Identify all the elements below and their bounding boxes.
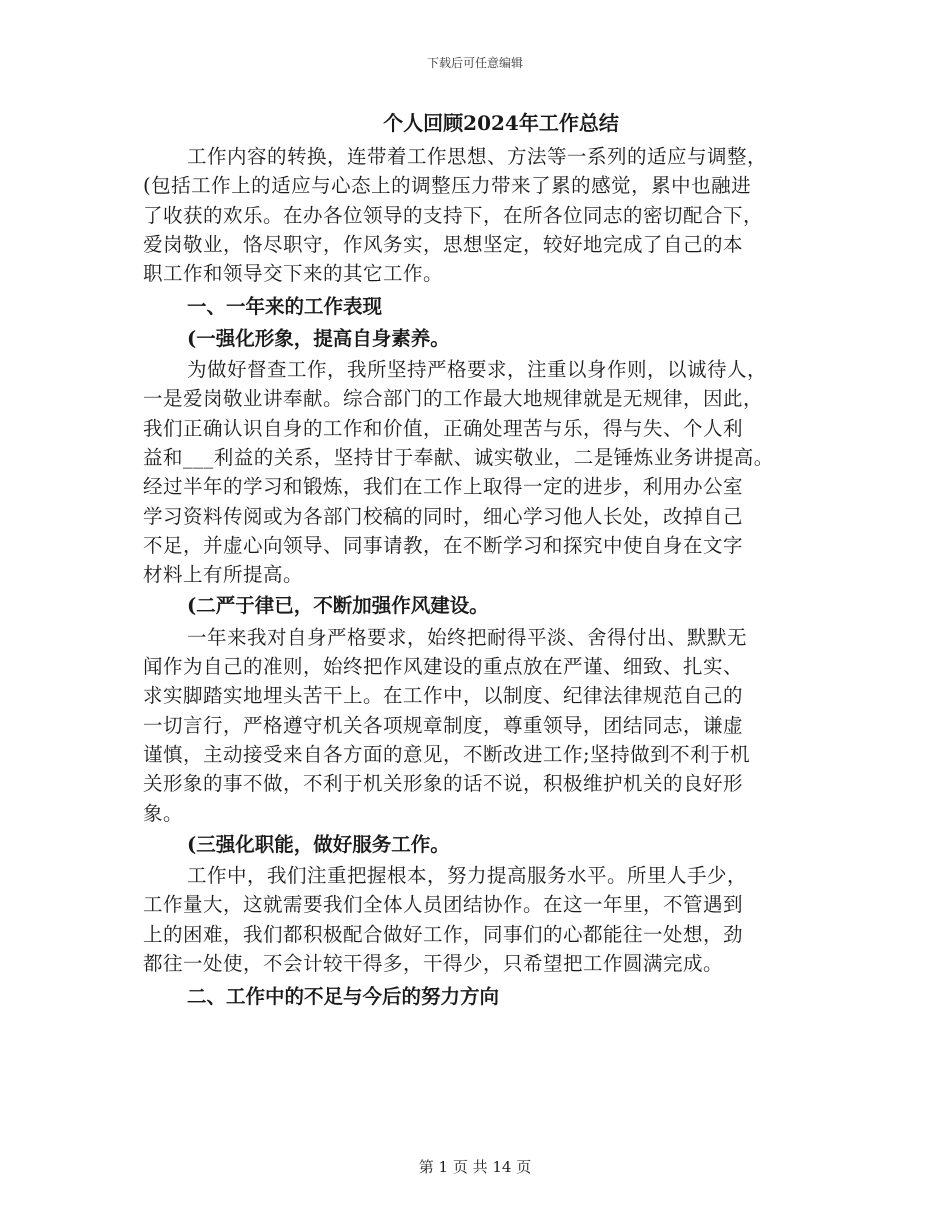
text-line: 谨慎，主动接受来自各方面的意见，不断改进工作;坚持做到不利于机	[143, 742, 751, 766]
text-line: 一年来我对自身严格要求，始终把耐得平淡、舍得付出、默默无	[187, 625, 748, 649]
text-line: 职工作和领导交下来的其它工作。	[143, 262, 444, 286]
subsection-heading-2: (二严于律已，不断加强作风建设。	[187, 594, 489, 618]
text-line: 不足，并虚心向领导、同事请教，在不断学习和探究中使自身在文字	[143, 533, 744, 557]
document-body	[143, 104, 823, 1014]
text-line: 工作中，我们注重把握根本，努力提高服务水平。所里人手少，	[187, 864, 748, 888]
subsection-paragraph-2	[143, 623, 823, 828]
document-title: 个人回顾2024年工作总结	[383, 111, 619, 135]
text-line: 象。	[143, 801, 184, 825]
subsection-paragraph-1	[143, 355, 823, 589]
text-line: 益和___利益的关系，坚持甘于奉献、诚实敬业，二是锤炼业务讲提高。	[143, 445, 774, 469]
page-footer: 第 1 页 共 14 页	[418, 1158, 532, 1176]
text-line: 材料上有所提高。	[143, 563, 304, 587]
text-line: 关形象的事不做，不利于机关形象的话不说，积极维护机关的良好形	[143, 772, 744, 796]
text-line: 一是爱岗敬业讲奉献。综合部门的工作最大地规律就是无规律，因此，	[143, 387, 764, 411]
section-heading-1: 一、一年来的工作表现	[187, 295, 383, 319]
text-line: 为做好督查工作，我所坚持严格要求，注重以身作则，以诚待人，	[187, 358, 768, 382]
text-line: (包括工作上的适应与心态上的调整压力带来了累的感觉，累中也融进	[143, 174, 752, 198]
text-line: 学习资料传阅或为各部门校稿的同时，细心学习他人长处，改掉自己	[143, 504, 744, 528]
subsection-heading-1: (一强化形象，提高自身素养。	[187, 326, 450, 350]
text-line: 上的困难，我们都积极配合做好工作，同事们的心都能往一处想，劲	[143, 922, 744, 946]
text-line: 一切言行，严格遵守机关各项规章制度，尊重领导，团结同志，谦虚	[143, 713, 744, 737]
text-line: 工作内容的转换，连带着工作思想、方法等一系列的适应与调整，	[187, 145, 768, 168]
text-line: 我们正确认识自身的工作和价值，正确处理苦与乐，得与失、个人利	[143, 416, 744, 440]
text-line: 爱岗敬业，恪尽职守，作风务实，思想坚定，较好地完成了自己的本	[143, 232, 744, 256]
subsection-heading-3: (三强化职能，做好服务工作。	[187, 832, 450, 856]
section-heading-2: 二、工作中的不足与今后的努力方向	[187, 985, 500, 1009]
text-line: 了收获的欢乐。在办各位领导的支持下，在所各位同志的密切配合下，	[143, 203, 764, 227]
intro-paragraph	[143, 142, 823, 288]
subsection-paragraph-3	[143, 861, 823, 978]
text-line: 闻作为自己的准则，始终把作风建设的重点放在严谨、细致、扎实、	[143, 655, 744, 679]
text-line: 求实脚踏实地埋头苦干上。在工作中，以制度、纪律法律规范自己的	[143, 684, 744, 708]
text-line: 经过半年的学习和锻炼，我们在工作上取得一定的进步，利用办公室	[143, 475, 744, 499]
header-note: 下载后可任意编辑	[426, 56, 523, 70]
text-line: 工作量大，这就需要我们全体人员团结协作。在这一年里，不管遇到	[143, 893, 744, 917]
text-line: 都往一处使，不会计较干得多，干得少，只希望把工作圆满完成。	[143, 952, 724, 976]
